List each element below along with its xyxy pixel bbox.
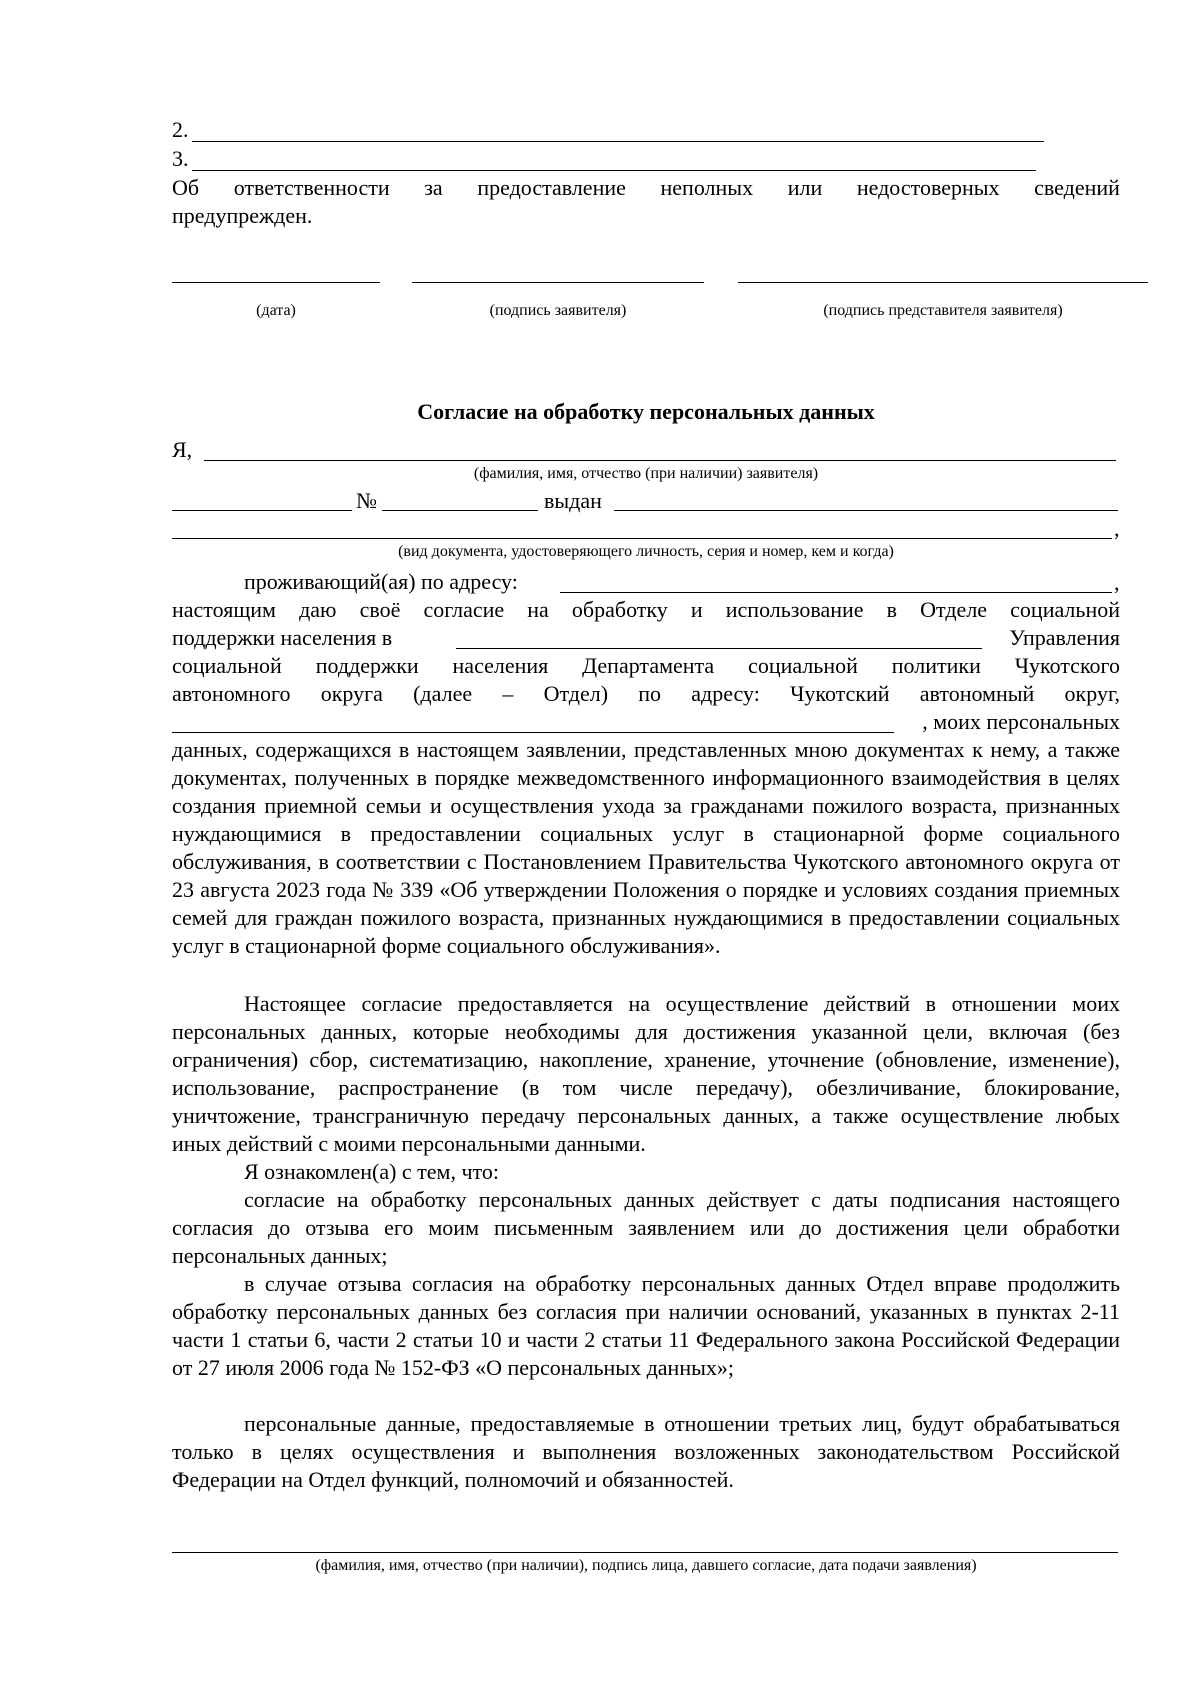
consent-paragraph-withdrawal: в случае отзыва согласия на обработку персональных данных Отдел вправе продолжить обработку персональных данных без согласия при наличии оснований, указанных в пунктах 2-11 части 1 статьи 6, части 2 статьи 10 и части 2 статьи 11 Федерального закона Российской Федерации от 27 июля 2006 года № 152-ФЗ «О персональных данных»;	[172, 1271, 1120, 1380]
issued-label: выдан	[544, 488, 602, 513]
document-number-line[interactable]	[382, 510, 538, 511]
support-label-right: Управления	[1009, 625, 1120, 650]
warning-word: сведений	[1034, 175, 1120, 200]
applicant-signature-line[interactable]	[412, 282, 704, 283]
department-address-line[interactable]	[172, 732, 894, 733]
address-line[interactable]	[560, 592, 1112, 593]
warning-word: ответственности	[233, 175, 390, 200]
warning-word: за	[424, 175, 443, 200]
consent-paragraph-actions: Настоящее согласие предоставляется на осуществление действий в отношении моих персональных данных, которые необходимы для достижения указанной цели, включая (без ограничения) сбор, систематизацию, накопление, хранение, уточнение (обновление, изменение), использование, распространение (в том числе передачу), обезличивание, блокирование, уничтожение, трансграничную передачу персональных данных, а также осуществление любых иных действий с моими персональными данными.	[172, 991, 1120, 1156]
issued-by-line[interactable]	[614, 510, 1118, 511]
warning-word: или	[787, 175, 823, 200]
warning-word: предоставление	[477, 175, 626, 200]
list-item-2-line[interactable]	[192, 141, 1044, 142]
date-signature-line[interactable]	[172, 282, 380, 283]
footer-caption: (фамилия, имя, отчество (при наличии), подпись лица, давшего согласие, дата подачи заявления)	[315, 1557, 977, 1574]
document-details-comma: ,	[1114, 516, 1120, 541]
date-caption: (дата)	[256, 302, 296, 319]
address-comma: ,	[1114, 570, 1120, 595]
footer-signature-line[interactable]	[172, 1552, 1118, 1553]
document-type-line[interactable]	[172, 510, 352, 511]
consent-line-1: настоящим даю своё согласие на обработку и использование в Отделе социальной	[172, 597, 1120, 622]
warning-line-2: предупрежден.	[172, 203, 313, 228]
residing-label: проживающий(ая) по адресу:	[244, 569, 518, 594]
fio-caption: (фамилия, имя, отчество (при наличии) заявителя)	[473, 465, 819, 482]
support-label-left: поддержки населения в	[172, 625, 393, 650]
consent-line-5-right: , моих персональных	[922, 709, 1120, 734]
warning-word: недостоверных	[856, 175, 1000, 200]
consent-title: Согласие на обработку персональных данных	[417, 399, 875, 424]
document-details-line[interactable]	[172, 538, 1112, 539]
number-sign: №	[356, 488, 377, 513]
acknowledged-label: Я ознакомлен(а) с тем, что:	[244, 1159, 499, 1184]
document-caption: (вид документа, удостоверяющего личность, серия и номер, кем и когда)	[398, 543, 894, 560]
list-item-3-line[interactable]	[192, 170, 1036, 171]
list-item-2-number: 2.	[172, 117, 189, 142]
consent-line-4: автономного округа (далее – Отдел) по адресу: Чукотский автономный округ,	[172, 681, 1120, 706]
consent-paragraph-third-parties: персональные данные, предоставляемые в отношении третьих лиц, будут обрабатываться только в целях осуществления и выполнения возложенных законодательством Российской Федерации на Отдел функций, полномочий и обязанностей.	[172, 1411, 1120, 1492]
consent-paragraph-validity: согласие на обработку персональных данных действует с даты подписания настоящего согласия до отзыва его моим письменным заявлением или до достижения цели обработки персональных данных;	[172, 1187, 1120, 1268]
warning-word: Об	[172, 175, 200, 200]
ya-label: Я,	[172, 437, 193, 462]
consent-paragraph-rest: данных, содержащихся в настоящем заявлении, представленных мною документах к нему, а также документах, полученных в порядке межведомственного информационного взаимодействия в целях создания приемной семьи и осуществления ухода за гражданами пожилого возраста, признанных нуждающимися в предоставлении социальных услуг в стационарной форме социального обслуживания, в соответствии с Постановлением Правительства Чукотского автономного округа от 23 августа 2023 года № 339 «Об утверждении Положения о порядке и условиях создания приемных семей для граждан пожилого возраста, признанных нуждающимися в предоставлении социальных услуг в стационарной форме социального обслуживания».	[172, 737, 1120, 958]
representative-signature-caption: (подпись представителя заявителя)	[823, 302, 1063, 319]
fio-line[interactable]	[204, 460, 1116, 461]
consent-line-3: социальной поддержки населения Департамента социальной политики Чукотского	[172, 653, 1120, 678]
representative-signature-line[interactable]	[738, 282, 1148, 283]
applicant-signature-caption: (подпись заявителя)	[489, 302, 627, 319]
warning-word: неполных	[660, 175, 754, 200]
department-line[interactable]	[456, 648, 982, 649]
warning-line-1	[172, 174, 1120, 202]
list-item-3-number: 3.	[172, 146, 189, 171]
